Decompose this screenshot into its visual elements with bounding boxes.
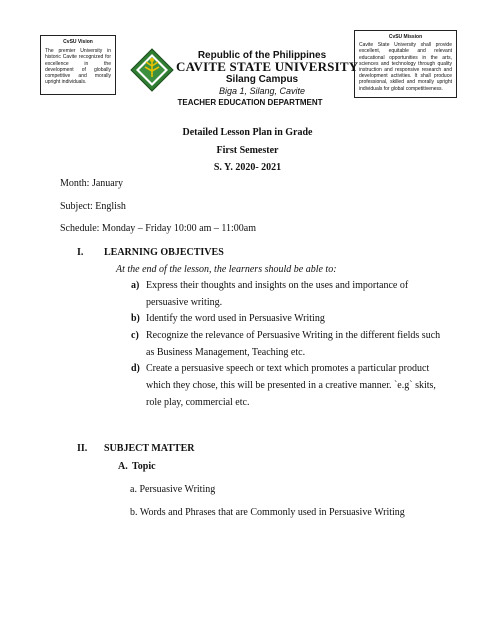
objective-text: Create a persuasive speech or text which promotes a particular product (146, 363, 430, 374)
document-title: Detailed Lesson Plan in Grade (182, 127, 313, 138)
topic-marker: A. (118, 461, 128, 472)
objective-marker: d) (131, 363, 140, 374)
objective-marker: a) (131, 280, 140, 291)
vision-title: CvSU Vision (63, 39, 93, 45)
topic-heading: Topic (132, 461, 156, 472)
month-line: Month: January (60, 178, 124, 189)
objective-text: role play, commercial etc. (146, 397, 250, 408)
university-name: CAVITE STATE UNIVERSITY (176, 59, 359, 74)
school-year-line: S. Y. 2020- 2021 (213, 162, 282, 173)
campus-address: Biga 1, Silang, Cavite (218, 86, 306, 96)
university-seal-icon (130, 48, 174, 92)
mission-text: Cavite State University shall provide excellent, equitable and relevant educational opportunities in the arts, sciences and technology through quality instruction and responsive research and development activities. It shall produce professional, skilled and morally upright individuals for global competitiveness. (359, 42, 452, 92)
section-1-heading: LEARNING OBJECTIVES (104, 247, 224, 258)
section-2-heading: SUBJECT MATTER (104, 443, 195, 454)
mission-title: CvSU Mission (388, 34, 423, 40)
section-1-numeral: I. (77, 247, 84, 258)
topic-item: a. Persuasive Writing (130, 484, 216, 495)
republic-line: Republic of the Philippines (197, 50, 327, 61)
vision-box (40, 35, 116, 95)
objective-marker: c) (131, 330, 139, 341)
vision-text: The premier University in historic Cavite recognized for excellence in the development of globally competitive and morally upright individuals. (45, 48, 111, 86)
objective-text: which they chose, this will be presented in a creative manner. `e.g` skits, (146, 380, 436, 391)
objective-text: Identify the word used in Persuasive Writing (146, 313, 325, 324)
objective-text: as Business Management, Teaching etc. (146, 347, 306, 358)
objective-text: Express their thoughts and insights on the uses and importance of (146, 280, 409, 291)
semester-line: First Semester (216, 145, 279, 156)
schedule-line: Schedule: Monday – Friday 10:00 am – 11:00am (60, 223, 256, 234)
department-name: TEACHER EDUCATION DEPARTMENT (177, 98, 323, 107)
objective-text: persuasive writing. (146, 297, 223, 308)
subject-line: Subject: English (60, 201, 126, 212)
objective-marker: b) (131, 313, 140, 324)
objective-text: Recognize the relevance of Persuasive Writing in the different fields such (146, 330, 441, 341)
objectives-intro: At the end of the lesson, the learners should be able to: (116, 264, 337, 275)
section-2-numeral: II. (77, 443, 88, 454)
campus-name: Silang Campus (225, 74, 299, 85)
topic-item: b. Words and Phrases that are Commonly used in Persuasive Writing (130, 507, 405, 518)
mission-box (354, 30, 457, 98)
